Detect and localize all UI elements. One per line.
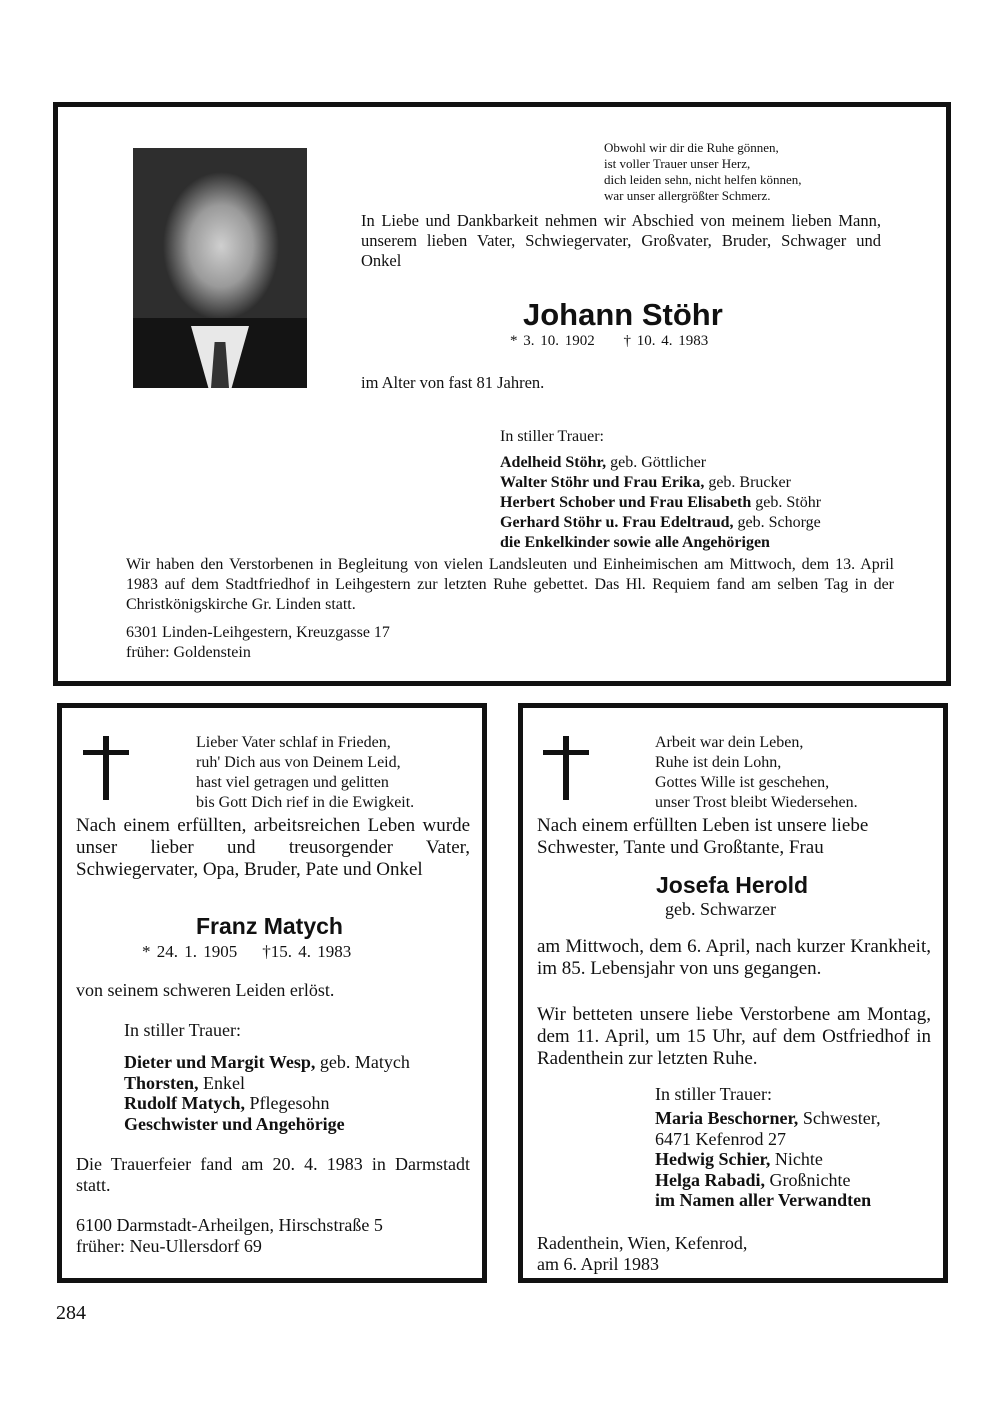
obituary-josefa-herold bbox=[518, 703, 948, 1283]
death-date: † 10. 4. 1983 bbox=[623, 333, 709, 349]
poem-line: Gottes Wille ist geschehen, bbox=[655, 774, 830, 791]
address: 6301 Linden-Leihgestern, Kreuzgasse 17 früher: Goldenstein bbox=[126, 624, 390, 661]
relative-line: Rudolf Matych, Pflegesohn bbox=[124, 1093, 330, 1113]
relative-line: Thorsten, Enkel bbox=[124, 1072, 246, 1093]
intro-text: Nach einem erfüllten, arbeitsreichen Leben wurde unser lieber und treusorgender Vater, Schwiegervater, Opa, Bruder, Pate und Onkel bbox=[76, 815, 470, 880]
relative-line: Maria Beschorner, Schwester, bbox=[655, 1108, 881, 1128]
mourning-label: In stiller Trauer: bbox=[124, 1020, 241, 1040]
mourners bbox=[124, 1052, 410, 1134]
poem-line: ruh' Dich aus von Deinem Leid, bbox=[196, 754, 401, 771]
burial-text: Wir betteten unsere liebe Verstorbene am Montag, dem 11. April, um 15 Uhr, auf dem Ostfriedhof in Radenthein zur letzten Ruhe. bbox=[537, 1004, 931, 1069]
cross-icon bbox=[83, 736, 129, 800]
poem-line: Obwohl wir dir die Ruhe gönnen, bbox=[604, 140, 779, 155]
life-dates bbox=[142, 942, 351, 962]
cross-icon bbox=[543, 736, 589, 800]
burial-text: Wir haben den Verstorbenen in Begleitung von vielen Landsleuten und Einheimischen am Mittwoch, dem 13. April 1983 auf dem Stadtfriedhof in Leihgestern zur letzten Ruhe gebettet. Das Hl. Requiem fand am selben Tag in der Christkönigskirche Gr. Linden statt. bbox=[126, 556, 894, 613]
relative-line: Gerhard Stöhr u. Frau Edeltraud, geb. Schorge bbox=[500, 514, 821, 531]
relative-line: im Namen aller Verwandten bbox=[655, 1190, 872, 1210]
birth-date: * 3. 10. 1902 bbox=[510, 333, 595, 349]
poem-line: Lieber Vater schlaf in Frieden, bbox=[196, 734, 391, 751]
death-date: †15. 4. 1983 bbox=[262, 942, 352, 961]
age-text: im Alter von fast 81 Jahren. bbox=[361, 373, 545, 392]
page-number: 284 bbox=[56, 1302, 86, 1324]
poem bbox=[196, 733, 414, 813]
mourners bbox=[500, 427, 821, 553]
poem-line: war unser allergrößter Schmerz. bbox=[604, 188, 771, 203]
poem bbox=[604, 140, 801, 204]
poem-line: bis Gott Dich rief in die Ewigkeit. bbox=[196, 794, 415, 811]
mourning-label: In stiller Trauer: bbox=[655, 1084, 772, 1104]
deceased-name: Johann Stöhr bbox=[523, 297, 723, 332]
mourning-label: In stiller Trauer: bbox=[500, 428, 604, 445]
released-text: von seinem schweren Leiden erlöst. bbox=[76, 980, 335, 1000]
life-dates bbox=[510, 333, 708, 350]
obituary-johann-stoehr bbox=[53, 102, 951, 686]
mourners bbox=[655, 1108, 881, 1211]
address: 6100 Darmstadt-Arheilgen, Hirschstraße 5 früher: Neu-Ullersdorf 69 bbox=[76, 1215, 383, 1256]
poem-line: ist voller Trauer unser Herz, bbox=[604, 156, 751, 171]
portrait-photo bbox=[133, 148, 307, 388]
poem-line: Ruhe ist dein Lohn, bbox=[655, 754, 782, 771]
poem-line: Arbeit war dein Leben, bbox=[655, 734, 804, 751]
relative-line: Geschwister und Angehörige bbox=[124, 1113, 345, 1134]
relative-line: Walter Stöhr und Frau Erika, geb. Brucker bbox=[500, 474, 791, 491]
poem-line: dich leiden sehn, nicht helfen können, bbox=[604, 172, 802, 187]
relative-line: 6471 Kefenrod 27 bbox=[655, 1128, 786, 1149]
deceased-name: Josefa Herold bbox=[656, 872, 809, 898]
intro-text: Nach einem erfüllten Leben ist unsere liebe Schwester, Tante und Großtante, Frau bbox=[537, 815, 869, 858]
service-text: Die Trauerfeier fand am 20. 4. 1983 in Darmstadt statt. bbox=[76, 1154, 470, 1195]
relative-line: die Enkelkinder sowie alle Angehörigen bbox=[500, 534, 770, 551]
intro-text: In Liebe und Dankbarkeit nehmen wir Abschied von meinem lieben Mann, unserem lieben Vater, Schwiegervater, Großvater, Bruder, Schwager und Onkel bbox=[361, 211, 881, 270]
deceased-name: Franz Matych bbox=[196, 913, 343, 939]
relative-line: Hedwig Schier, Nichte bbox=[655, 1149, 823, 1169]
poem-line: hast viel getragen und gelitten bbox=[196, 774, 389, 791]
relative-line: Dieter und Margit Wesp, geb. Matych bbox=[124, 1052, 410, 1072]
maiden-name: geb. Schwarzer bbox=[665, 899, 776, 919]
poem-line: unser Trost bleibt Wiedersehen. bbox=[655, 794, 858, 811]
place-date: Radenthein, Wien, Kefenrod, am 6. April 1983 bbox=[537, 1233, 748, 1274]
birth-date: * 24. 1. 1905 bbox=[142, 942, 238, 961]
relative-line: Helga Rabadi, Großnichte bbox=[655, 1169, 851, 1190]
relative-line: Adelheid Stöhr, geb. Göttlicher bbox=[500, 454, 707, 471]
obituary-franz-matych bbox=[57, 703, 487, 1283]
death-text: am Mittwoch, dem 6. April, nach kurzer Krankheit, im 85. Lebensjahr von uns gegangen. bbox=[537, 936, 931, 979]
poem bbox=[655, 733, 858, 813]
relative-line: Herbert Schober und Frau Elisabeth geb. Stöhr bbox=[500, 494, 822, 511]
